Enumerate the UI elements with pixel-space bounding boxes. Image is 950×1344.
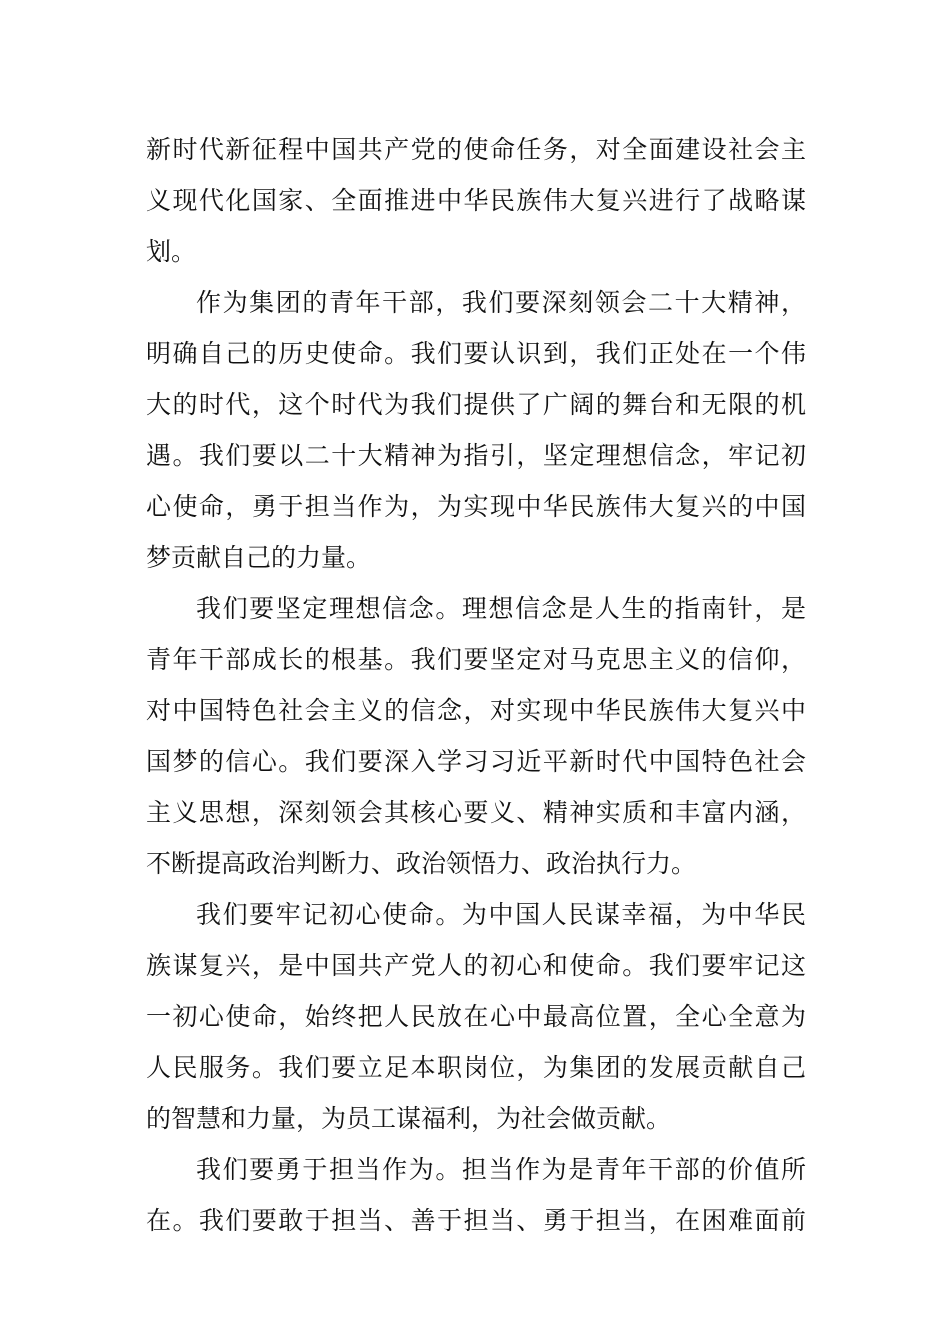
text-line: 新时代新征程中国共产党的使命任务，对全面建设社会主	[146, 135, 806, 164]
text-line: 遇。我们要以二十大精神为指引，坚定理想信念，牢记初	[146, 441, 806, 470]
paragraph-first-line: 我们要勇于担当作为。担当作为是青年干部的价值所	[196, 1155, 806, 1184]
text-line: 大的时代，这个时代为我们提供了广阔的舞台和无限的机	[146, 390, 806, 419]
text-line: 青年干部成长的根基。我们要坚定对马克思主义的信仰，	[146, 645, 806, 674]
text-line: 划。	[146, 237, 197, 266]
text-line: 对中国特色社会主义的信念，对实现中华民族伟大复兴中	[146, 696, 806, 725]
text-line: 主义思想，深刻领会其核心要义、精神实质和丰富内涵，	[146, 798, 806, 827]
paragraph-first-line: 我们要牢记初心使命。为中国人民谋幸福，为中华民	[196, 900, 806, 929]
text-line: 不断提高政治判断力、政治领悟力、政治执行力。	[146, 849, 697, 878]
text-line: 心使命，勇于担当作为，为实现中华民族伟大复兴的中国	[146, 492, 806, 521]
text-line: 明确自己的历史使命。我们要认识到，我们正处在一个伟	[146, 339, 806, 368]
text-line: 的智慧和力量，为员工谋福利，为社会做贡献。	[146, 1104, 672, 1133]
text-line: 人民服务。我们要立足本职岗位，为集团的发展贡献自己	[146, 1053, 806, 1082]
text-line: 一初心使命，始终把人民放在心中最高位置，全心全意为	[146, 1002, 806, 1031]
text-line: 族谋复兴，是中国共产党人的初心和使命。我们要牢记这	[146, 951, 806, 980]
text-line: 在。我们要敢于担当、善于担当、勇于担当，在困难面前	[146, 1206, 806, 1235]
text-line: 国梦的信心。我们要深入学习习近平新时代中国特色社会	[146, 747, 806, 776]
text-line: 义现代化国家、全面推进中华民族伟大复兴进行了战略谋	[146, 186, 806, 215]
paragraph-first-line: 我们要坚定理想信念。理想信念是人生的指南针，是	[196, 594, 806, 623]
paragraph-first-line: 作为集团的青年干部，我们要深刻领会二十大精神，	[196, 288, 806, 317]
text-line: 梦贡献自己的力量。	[146, 543, 372, 572]
